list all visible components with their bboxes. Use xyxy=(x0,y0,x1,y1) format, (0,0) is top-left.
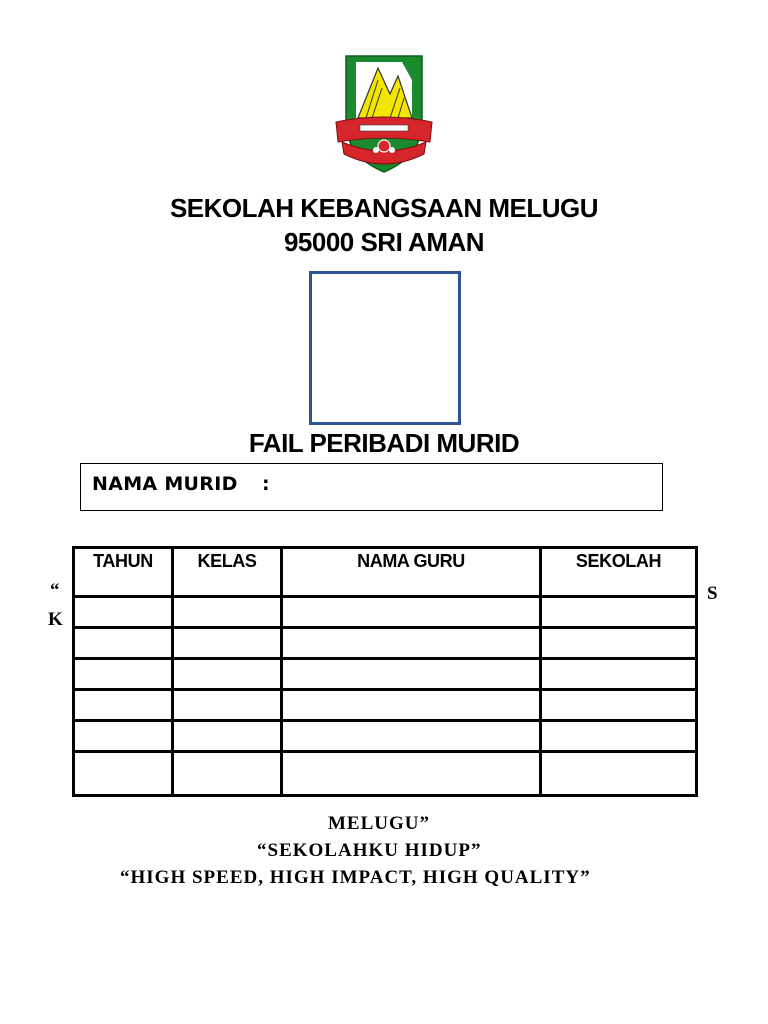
motto-fragment-s: S xyxy=(707,583,719,604)
cell-kelas[interactable] xyxy=(173,659,282,690)
cell-tahun[interactable] xyxy=(74,628,173,659)
cell-nama-guru[interactable] xyxy=(282,628,541,659)
cell-tahun[interactable] xyxy=(74,752,173,796)
school-address: 95000 SRI AMAN xyxy=(283,227,485,257)
cell-kelas[interactable] xyxy=(173,721,282,752)
photo-placeholder xyxy=(309,271,461,425)
cell-tahun[interactable] xyxy=(74,721,173,752)
cell-sekolah[interactable] xyxy=(541,628,697,659)
header-kelas: KELAS xyxy=(173,548,282,597)
cell-kelas[interactable] xyxy=(173,752,282,796)
cell-sekolah[interactable] xyxy=(541,597,697,628)
table-header-row xyxy=(74,548,697,597)
student-record-table xyxy=(72,546,698,797)
header-tahun: TAHUN xyxy=(74,548,173,597)
cell-kelas[interactable] xyxy=(173,690,282,721)
table-row xyxy=(74,752,697,796)
motto-line-2: “SEKOLAHKU HIDUP” xyxy=(257,840,482,861)
student-name-colon: : xyxy=(262,473,270,495)
table-row xyxy=(74,597,697,628)
motto-line-1: MELUGU” xyxy=(328,813,430,834)
table-row xyxy=(74,628,697,659)
motto-fragment-quote: “ xyxy=(50,580,61,601)
motto-line-3: “HIGH SPEED, HIGH IMPACT, HIGH QUALITY” xyxy=(120,867,591,888)
cell-kelas[interactable] xyxy=(173,597,282,628)
motto-fragment-k: K xyxy=(48,609,64,630)
cell-nama-guru[interactable] xyxy=(282,752,541,796)
cell-nama-guru[interactable] xyxy=(282,690,541,721)
student-name-field[interactable] xyxy=(80,463,663,511)
cell-sekolah[interactable] xyxy=(541,690,697,721)
student-name-label: NAMA MURID xyxy=(92,473,238,495)
cell-sekolah[interactable] xyxy=(541,721,697,752)
document-title: FAIL PERIBADI MURID xyxy=(248,428,520,458)
header-nama-guru: NAMA GURU xyxy=(282,548,541,597)
cell-sekolah[interactable] xyxy=(541,659,697,690)
cell-sekolah[interactable] xyxy=(541,752,697,796)
cell-tahun[interactable] xyxy=(74,659,173,690)
cell-tahun[interactable] xyxy=(74,597,173,628)
table-row xyxy=(74,690,697,721)
table-row xyxy=(74,659,697,690)
cell-nama-guru[interactable] xyxy=(282,659,541,690)
header-sekolah: SEKOLAH xyxy=(541,548,697,597)
school-crest-logo xyxy=(320,50,448,180)
cell-nama-guru[interactable] xyxy=(282,721,541,752)
cell-nama-guru[interactable] xyxy=(282,597,541,628)
cell-tahun[interactable] xyxy=(74,690,173,721)
school-name: SEKOLAH KEBANGSAAN MELUGU xyxy=(169,193,599,223)
table-row xyxy=(74,721,697,752)
cell-kelas[interactable] xyxy=(173,628,282,659)
